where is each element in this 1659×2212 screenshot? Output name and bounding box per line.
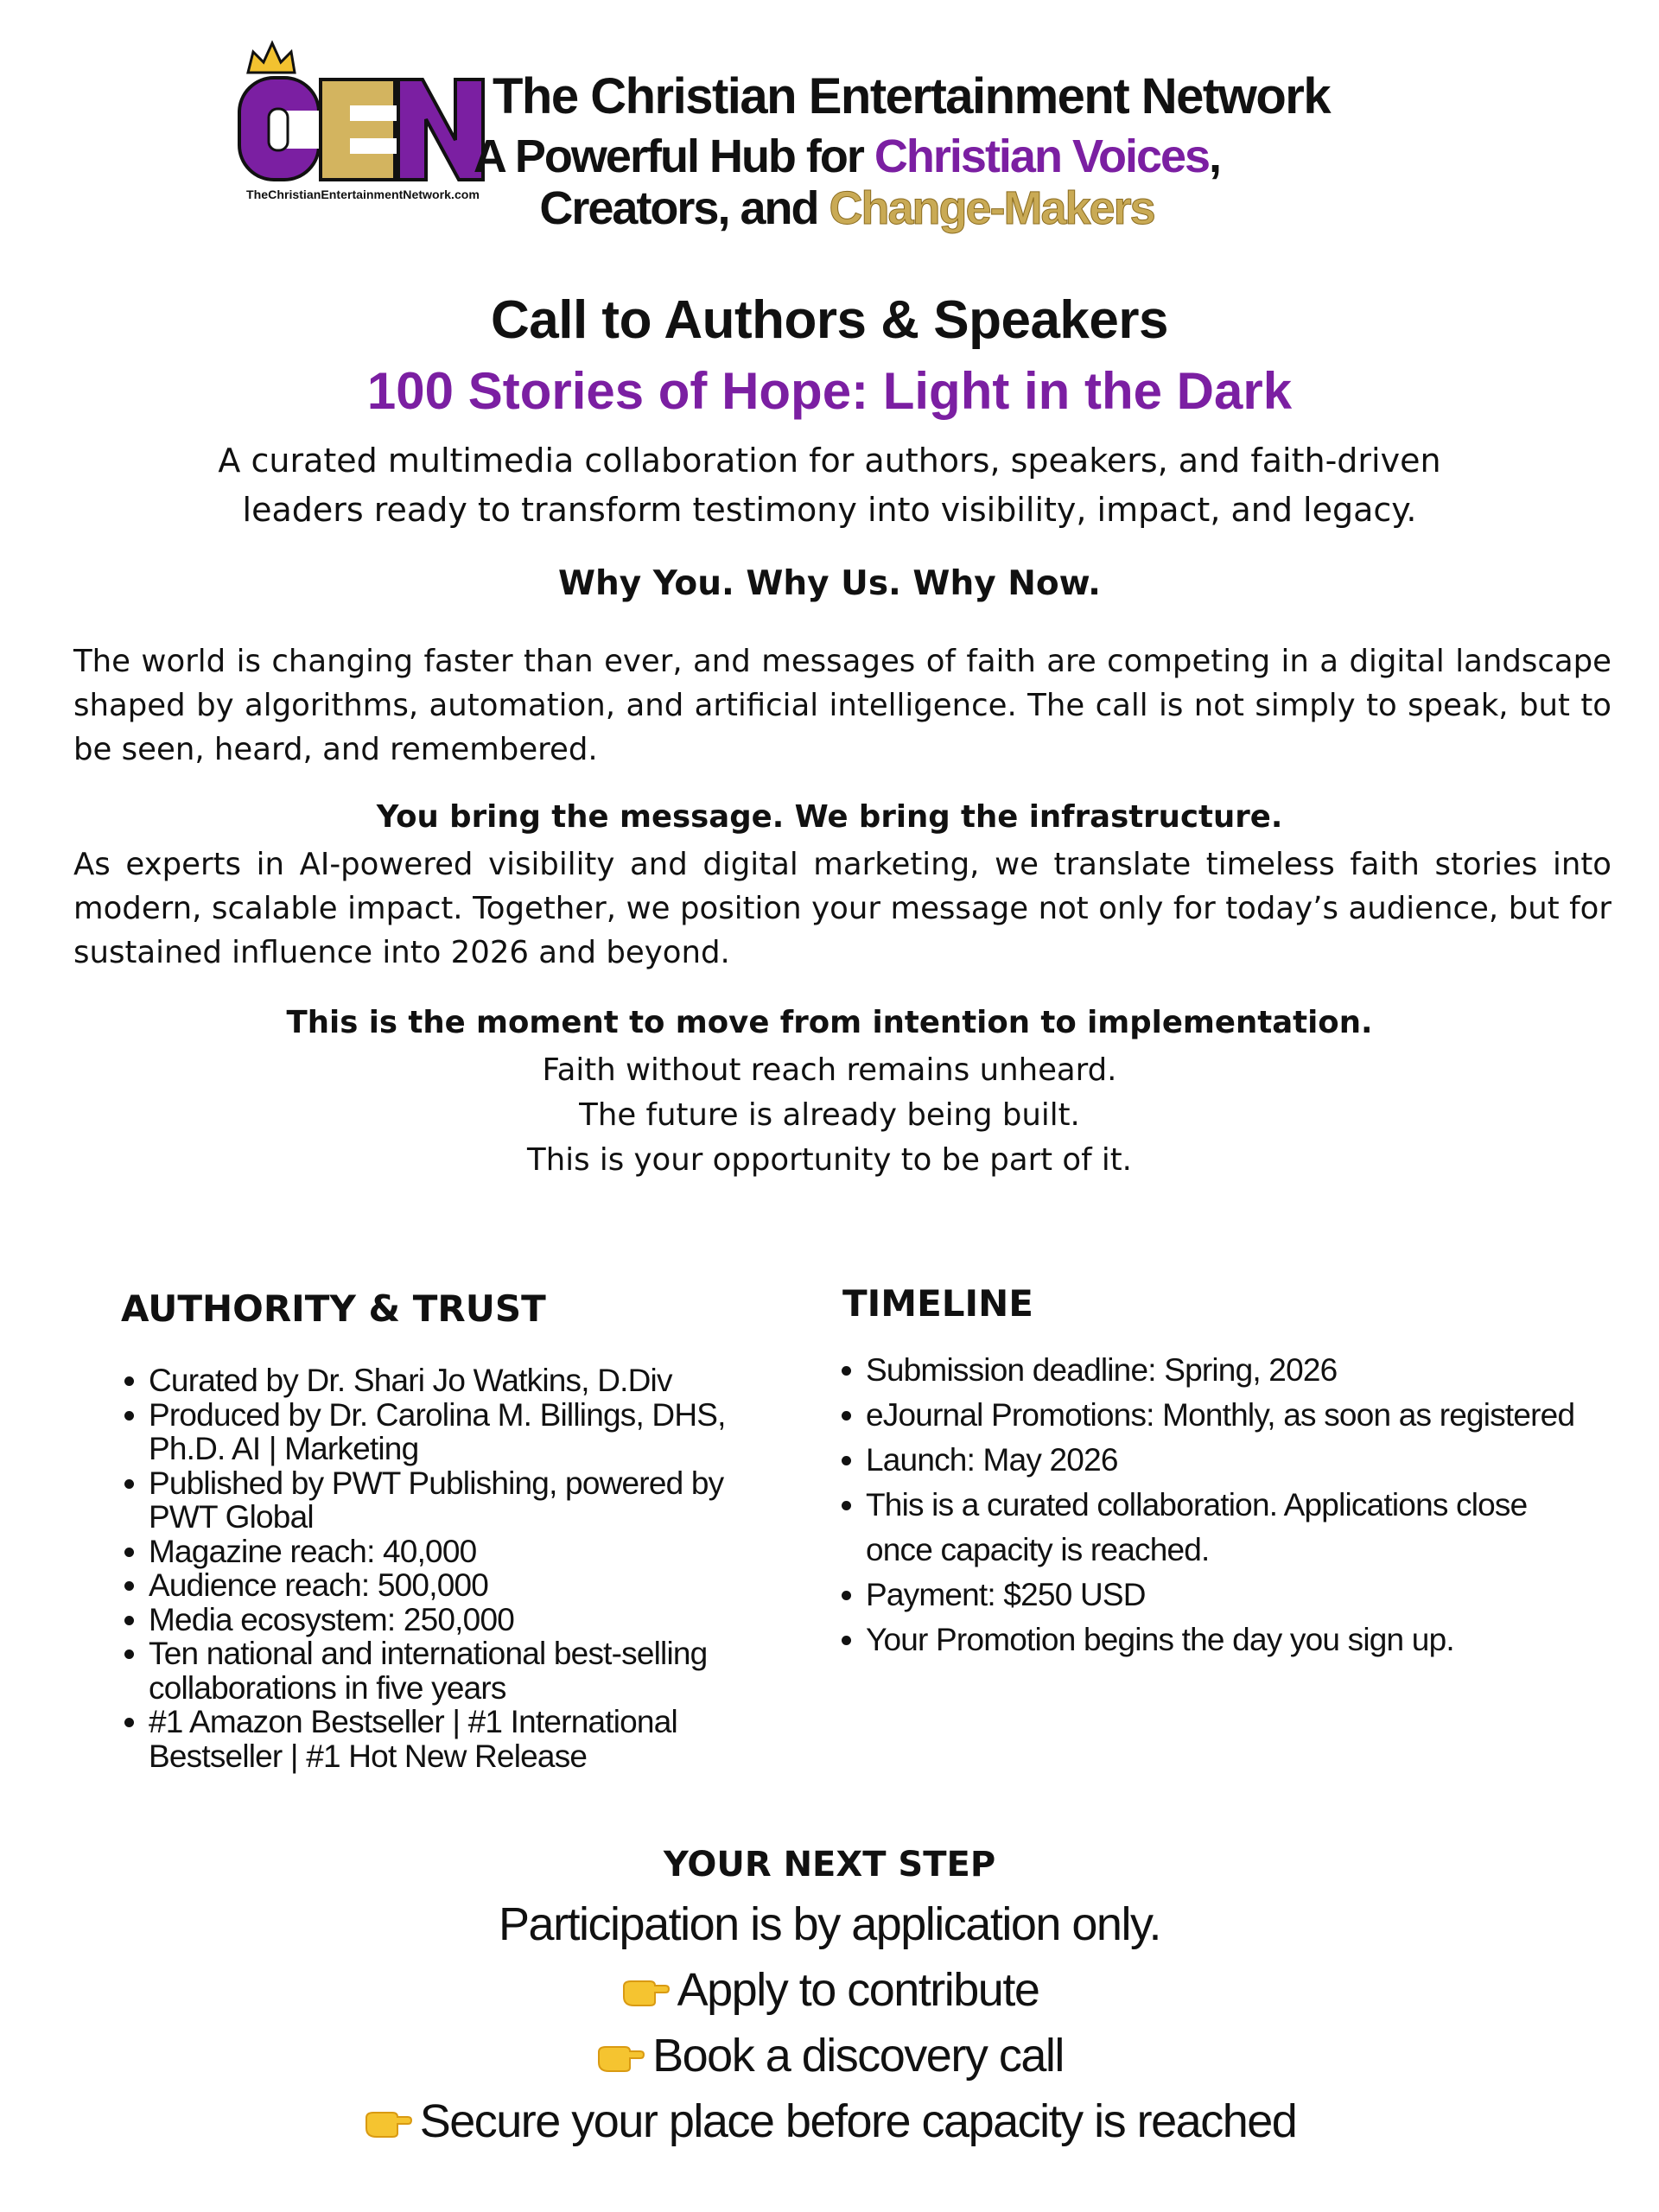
closing-lines bbox=[0, 1048, 1659, 1183]
participation-line: Participation is by application only. bbox=[499, 1898, 1160, 1950]
book-call-label: Book a discovery call bbox=[652, 2030, 1064, 2082]
tagline-highlight-christian-voices: Christian Voices bbox=[874, 130, 1210, 182]
list-item: Launch: May 2026 bbox=[838, 1438, 1599, 1483]
book-call-action bbox=[0, 2029, 1659, 2082]
list-item: This is a curated collaboration. Applications close once capacity is reached. bbox=[838, 1483, 1599, 1573]
page-subtitle: 100 Stories of Hope: Light in the Dark bbox=[366, 362, 1293, 420]
moment-statement: This is the moment to move from intention to implementation. bbox=[286, 1005, 1373, 1040]
page-title: Call to Authors & Speakers bbox=[490, 290, 1168, 350]
closing-line: Faith without reach remains unheard. bbox=[542, 1052, 1117, 1088]
crown-icon bbox=[248, 43, 295, 73]
pointing-hand-icon bbox=[595, 2032, 645, 2069]
list-item: Published by PWT Publishing, powered by PWT Global bbox=[121, 1466, 760, 1535]
list-item: Produced by Dr. Carolina M. Billings, DHS, Ph.D. AI | Marketing bbox=[121, 1398, 760, 1466]
secure-place-action bbox=[0, 2094, 1659, 2148]
list-item: Media ecosystem: 250,000 bbox=[121, 1603, 760, 1637]
tagline-line-1 bbox=[242, 130, 1452, 183]
authority-list bbox=[121, 1363, 760, 1773]
list-item: Audience reach: 500,000 bbox=[121, 1568, 760, 1603]
apply-action bbox=[0, 1963, 1659, 2017]
list-item: Your Promotion begins the day you sign up. bbox=[838, 1618, 1599, 1662]
why-heading: Why You. Why Us. Why Now. bbox=[557, 564, 1102, 603]
timeline-list bbox=[838, 1348, 1599, 1662]
intro-text: A curated multimedia collaboration for authors, speakers, and faith-driven leaders ready to transform testimony into visibility, impact, and legacy. bbox=[218, 442, 1441, 529]
pointing-hand-icon bbox=[620, 1967, 671, 2003]
paragraph-experts: As experts in AI-powered visibility and digital marketing, we translate timeless faith stories into modern, scalable impact. Together, we position your message not only for today’s audience, but for sustained influence into 2026 and beyond. bbox=[73, 847, 1611, 970]
closing-line: This is your opportunity to be part of it. bbox=[527, 1142, 1132, 1178]
tagline-line-2 bbox=[242, 181, 1452, 235]
timeline-heading: TIMELINE bbox=[842, 1282, 1033, 1325]
secure-place-label: Secure your place before capacity is reached bbox=[419, 2095, 1297, 2147]
logo-url: TheChristianEntertainmentNetwork.com bbox=[246, 188, 480, 201]
tagline-suffix-1: , bbox=[1209, 130, 1221, 182]
list-item: Submission deadline: Spring, 2026 bbox=[838, 1348, 1599, 1393]
list-item: Ten national and international best-selling collaborations in five years bbox=[121, 1637, 760, 1705]
apply-label: Apply to contribute bbox=[677, 1964, 1039, 2016]
next-step-heading: YOUR NEXT STEP bbox=[663, 1845, 996, 1885]
pointing-hand-icon bbox=[363, 2098, 413, 2134]
tagline-prefix-2: Creators, and bbox=[539, 182, 830, 234]
network-name: The Christian Entertainment Network bbox=[493, 68, 1331, 124]
infrastructure-statement: You bring the message. We bring the infrastructure. bbox=[376, 799, 1283, 835]
tagline-highlight-change-makers: Change-Makers bbox=[829, 182, 1154, 234]
list-item: Magazine reach: 40,000 bbox=[121, 1535, 760, 1569]
tagline-prefix-1: A Powerful Hub for bbox=[473, 130, 874, 182]
list-item: Payment: $250 USD bbox=[838, 1573, 1599, 1618]
closing-line: The future is already being built. bbox=[579, 1097, 1080, 1133]
authority-heading: AUTHORITY & TRUST bbox=[121, 1287, 546, 1330]
list-item: eJournal Promotions: Monthly, as soon as registered bbox=[838, 1393, 1599, 1438]
paragraph-world-changing: The world is changing faster than ever, and messages of faith are competing in a digital landscape shaped by algorithms, automation, and artificial intelligence. The call is not simply to speak, but to be seen, heard, and remembered. bbox=[73, 644, 1611, 767]
list-item: Curated by Dr. Shari Jo Watkins, D.Div bbox=[121, 1363, 760, 1398]
list-item: #1 Amazon Bestseller | #1 International Bestseller | #1 Hot New Release bbox=[121, 1705, 760, 1773]
